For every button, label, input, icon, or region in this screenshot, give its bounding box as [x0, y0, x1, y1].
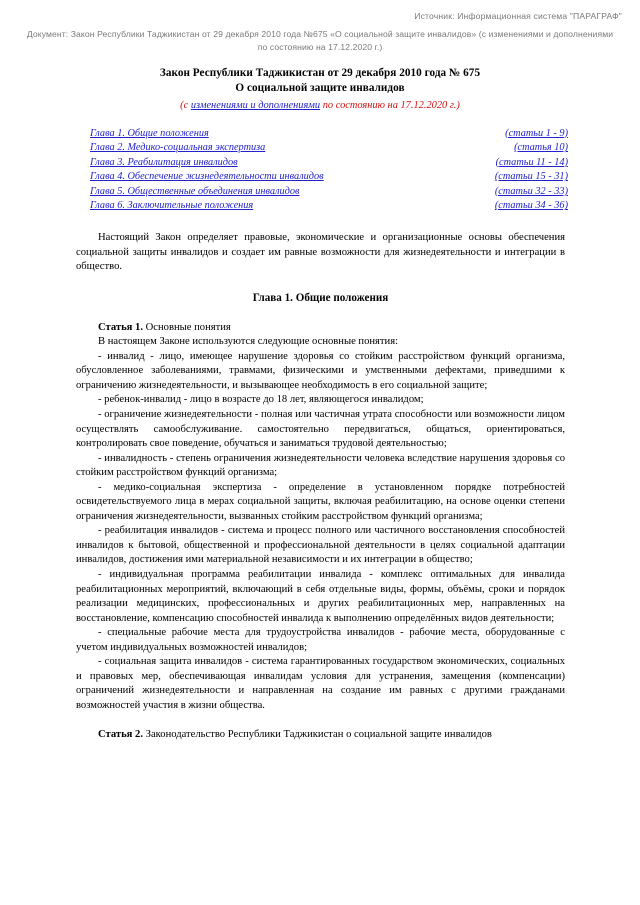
toc-row [90, 156, 568, 171]
toc-articles-link[interactable]: (статьи 1 - 9) [505, 127, 568, 139]
amendments-note [0, 98, 640, 113]
definition-item: - медико-социальная экспертиза - определение в установленном порядке потребностей освидетельствуемого лица в мерах социальной защиты, включая реабилитацию, на основе оценки степени ограничения жизнедеятельности, вызванных стойким расстройством функций организма; [76, 481, 565, 522]
definition-item: - инвалид - лицо, имеющее нарушение здоровья со стойким расстройством функций организма, обусловленное заболеваниями, травмами, физическими и умственными дефектами, приведшими к ограничению жизнедеятельности, и вызывающее необходимость в его социальной защите; [76, 350, 565, 391]
table-of-contents [0, 127, 640, 215]
document-reference-line: Документ: Закон Республики Таджикистан от 29 декабря 2010 года №675 «О социальной защите инвалидов» (с изменениями и дополнениями по состоянию на 17.12.2020 г.) [26, 28, 614, 52]
toc-chapter-link[interactable]: Глава 6. Заключительные положения [90, 200, 254, 212]
toc-articles-link[interactable]: (статьи 32 - 33) [494, 185, 568, 197]
title-block [0, 66, 640, 113]
article-2-heading [76, 728, 565, 743]
chapter-1-heading: Глава 1. Общие положения [252, 291, 389, 304]
toc-chapter-link[interactable]: Глава 1. Общие положения [90, 127, 209, 139]
amendments-note-rest: по состоянию на 17.12.2020 г.) [320, 99, 460, 111]
definition-item: - социальная защита инвалидов - система гарантированных государством экономических, социальных и правовых мер, обеспечивающая инвалидам условия для устранения, замещения (компенсации) ограничений жизнедеятельности и направленная на создание им равных с другими гражданами возможностей участия в жизни общества. [76, 656, 565, 711]
toc-chapter-link[interactable]: Глава 2. Медико-социальная экспертиза [90, 142, 266, 154]
toc-row [90, 185, 568, 200]
toc-row [90, 170, 568, 185]
preamble-paragraph: Настоящий Закон определяет правовые, экономические и организационные основы обеспечения социальной защиты инвалидов и создает им равные возможности для жизнедеятельности и интеграции в общество. [76, 232, 565, 273]
source-line: Источник: Информационная система "ПАРАГРАФ" [414, 11, 622, 21]
law-title-line1: Закон Республики Таджикистан от 29 декабря 2010 года № 675 [159, 66, 481, 79]
toc-chapter-link[interactable]: Глава 4. Обеспечение жизнедеятельности инвалидов [90, 171, 324, 183]
article-1-lead: В настоящем Законе используются следующие основные понятия: [98, 336, 399, 348]
article-1-heading [76, 321, 565, 336]
article-1-title: Основные понятия [143, 321, 231, 333]
definition-item: - специальные рабочие места для трудоустройства инвалидов - рабочие места, оборудованные с учетом индивидуальных возможностей инвалидов; [76, 627, 565, 653]
law-title-line2: О социальной защите инвалидов [235, 82, 405, 94]
definition-item: - ограничение жизнедеятельности - полная или частичная утрата способности или возможности лицом осуществлять самообслуживание. самостоятельно передвигаться, общаться, ориентироваться, контролировать свое поведение, обучаться и заниматься трудовой деятельностью; [76, 408, 565, 450]
toc-articles-link[interactable]: (статья 10) [514, 142, 568, 154]
toc-articles-link[interactable]: (статьи 11 - 14) [495, 156, 568, 168]
amendments-note-open: (с [180, 99, 191, 111]
definition-item: - реабилитация инвалидов - система и процесс полного или частичного восстановления способностей инвалидов к бытовой, общественной и профессиональной деятельности в целях социальной адаптации инвалидов, достижения ими материальной независимости и их интеграции в общество; [76, 525, 565, 566]
toc-row [90, 141, 568, 156]
article-1-number: Статья 1. [98, 321, 143, 333]
article-2-title: Законодательство Республики Таджикистан о социальной защите инвалидов [143, 729, 492, 741]
toc-row [90, 127, 568, 142]
document-body [0, 231, 640, 743]
toc-articles-link[interactable]: (статьи 15 - 31) [494, 171, 568, 183]
amendments-link[interactable]: изменениями и дополнениями [190, 99, 321, 111]
toc-row [90, 199, 568, 214]
definition-item: - инвалидность - степень ограничения жизнедеятельности человека вследствие нарушения здоровья со стойким расстройством функций организма; [76, 452, 565, 479]
toc-chapter-link[interactable]: Глава 5. Общественные объединения инвалидов [90, 185, 300, 197]
definition-item: - ребенок-инвалид - лицо в возрасте до 18 лет, являющегося инвалидом; [98, 394, 424, 406]
toc-articles-link[interactable]: (статьи 34 - 36) [494, 200, 568, 212]
toc-chapter-link[interactable]: Глава 3. Реабилитация инвалидов [90, 156, 238, 168]
document-header [0, 0, 640, 55]
definition-item: - индивидуальная программа реабилитации инвалида - комплекс оптимальных для инвалида реабилитационных мероприятий, включающий в себя отдельные виды, формы, объёмы, сроки и порядок реализации медицинских, профессиональных и других реабилитационных мер, направленных на восстановление, компенсацию способностей инвалида к выполнению определённых видов деятельности; [76, 569, 565, 624]
article-2-number: Статья 2. [98, 729, 143, 741]
